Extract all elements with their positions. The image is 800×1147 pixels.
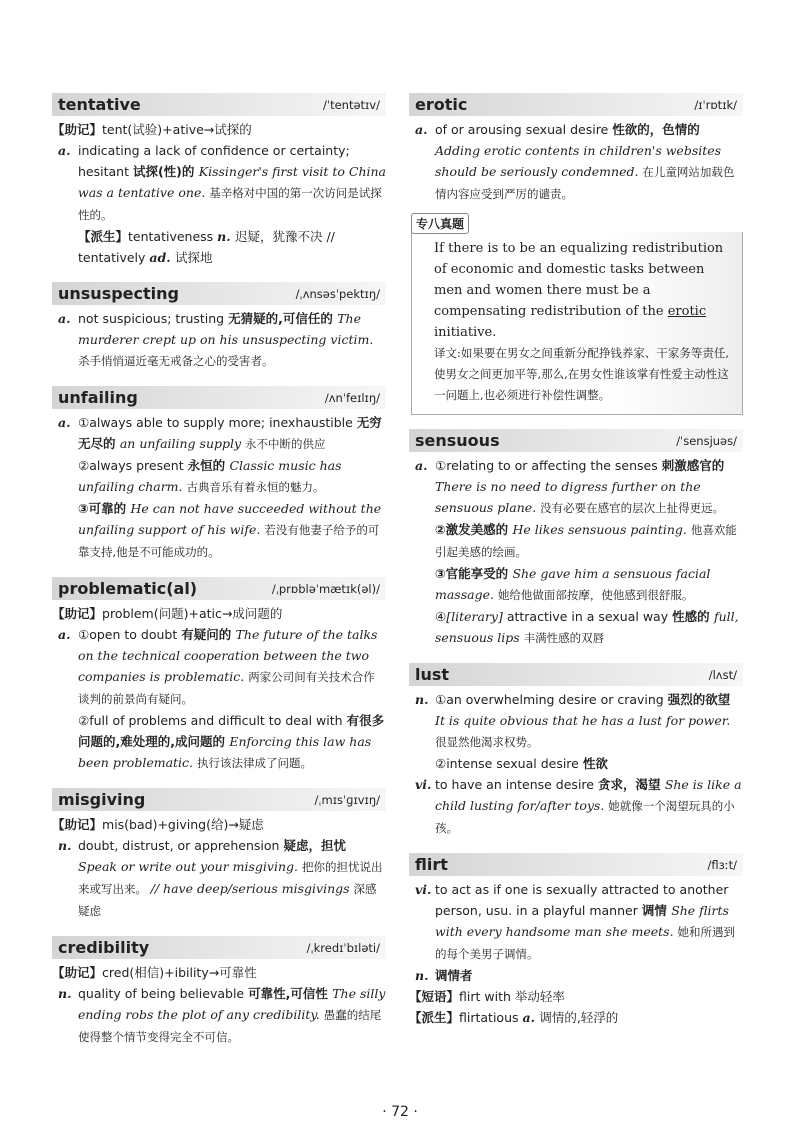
definition-text: to have an intense desire [435, 777, 598, 792]
exam-box [411, 213, 743, 415]
translation-text: 愚蠢的结尾使得整个情节变得完全不可信。 [78, 1008, 382, 1044]
definition-text: 试探地 [174, 250, 213, 265]
headword: tentative [58, 95, 141, 114]
headword: problematic(al) [58, 579, 198, 598]
definition-text: ①an overwhelming desire or craving [435, 692, 668, 707]
definition-text: attractive in a sexual way [502, 609, 673, 624]
section-tag: 【助记】 [52, 965, 103, 980]
section-tag: 【短语】 [409, 989, 460, 1004]
pronunciation: /ˌmɪsˈɡɪvɪŋ/ [314, 792, 380, 807]
definition-text: ②full of problems and difficult to deal with [78, 713, 347, 728]
headword: unfailing [58, 388, 138, 407]
definition-text: 刺激感官的 [661, 458, 725, 473]
part-of-speech: vi. [415, 777, 432, 792]
entry-line [52, 835, 386, 922]
entry-line [52, 226, 386, 268]
section-tag: 【助记】 [52, 122, 103, 137]
dictionary-entry [52, 93, 386, 268]
pronunciation: /ˈtentətɪv/ [323, 97, 380, 112]
dictionary-entry [409, 663, 743, 839]
dictionary-entry [52, 936, 386, 1048]
entry-line [409, 119, 743, 205]
translation-text: 执行该法律成了问题。 [197, 756, 312, 770]
part-of-speech: vi. [415, 882, 432, 897]
entry-line [52, 119, 386, 140]
translation-text: 杀手悄悄逼近毫无戒备之心的受害者。 [78, 354, 274, 368]
entry-line [52, 140, 386, 226]
headword-bar [409, 429, 743, 452]
left-column [52, 93, 386, 1062]
translation-text: 她给他做面部按摩，使他感到很舒服。 [497, 588, 694, 602]
headword: flirt [415, 855, 448, 874]
translation-text: 在儿童网站加载色情内容应受到严厉的谴责。 [435, 165, 735, 201]
part-of-speech: n. [415, 692, 429, 707]
headword: sensuous [415, 431, 500, 450]
headword-bar [52, 282, 386, 305]
translation-text: 她和所遇到的每个美男子调情。 [435, 925, 736, 961]
pronunciation: /ʌnˈfeɪlɪŋ/ [324, 390, 380, 405]
example-text: The murderer crept up on his unsuspecting victim. [78, 311, 374, 347]
definition-text: mis(bad)+giving(给)→疑虑 [102, 817, 264, 832]
entry-line [52, 412, 386, 455]
definition-text: [literary] [446, 609, 503, 624]
entry-line [52, 308, 386, 372]
example-text: She flirts with every handsome man she meets. [435, 903, 729, 939]
pronunciation: /flɜːt/ [707, 857, 737, 872]
definition-text: ②intense sexual desire [435, 756, 583, 771]
part-of-speech: a. [415, 122, 428, 137]
definition-text: 永恒的 [187, 458, 230, 473]
definition-text: 强烈的欲望 [667, 692, 731, 707]
translation-text: 深感疑虑 [78, 882, 377, 918]
definition-text: quality of being believable [78, 986, 249, 1001]
translation-text: 他喜欢能引起美感的绘画。 [435, 523, 737, 559]
definition-text: tentativeness [128, 229, 218, 244]
definition-text: a. [522, 1010, 540, 1025]
definition-text: 性感的 [672, 609, 714, 624]
translation-text: 永不中断的供应 [245, 437, 326, 451]
dictionary-entry [409, 429, 743, 649]
definition-text: flirtatious [459, 1010, 523, 1025]
headword: erotic [415, 95, 468, 114]
headword: credibility [58, 938, 150, 957]
definition-text: ②激发美感的 [435, 522, 513, 537]
example-text: an unfailing supply [119, 436, 246, 451]
dictionary-entry [52, 577, 386, 774]
example-text: Enforcing this law has been problematic. [78, 734, 372, 770]
translation-text: 若没有他妻子给予的可靠支持,他是不可能成功的。 [78, 523, 380, 559]
definition-text: of or arousing sexual desire [435, 122, 613, 137]
example-text: Classic music has unfailing charm. [78, 458, 342, 494]
headword-bar [52, 577, 386, 600]
pronunciation: /ɪˈrɒtɪk/ [694, 97, 737, 112]
example-text: It is quite obvious that he has a lust for power. [435, 713, 731, 728]
definition-text: 无猜疑的,可信任的 [228, 311, 338, 326]
definition-text: ④ [435, 609, 447, 624]
translation-text: 很显然他渴求权势。 [435, 735, 539, 749]
example-text: Adding erotic contents in children's websites should be seriously condemned. [435, 143, 722, 179]
definition-text: ①relating to or affecting the senses [435, 458, 662, 473]
example-text: Kissinger's first visit to China was a tentative one. [78, 164, 386, 200]
example-text: Speak or write out your misgiving. [78, 859, 302, 874]
definition-text: 调情的,轻浮的 [539, 1010, 619, 1025]
entry-line [52, 498, 386, 563]
dictionary-entry [52, 788, 386, 922]
dictionary-entry [409, 93, 743, 415]
pronunciation: /ˌkredɪˈbɪləti/ [306, 940, 380, 955]
section-tag: 【助记】 [52, 817, 103, 832]
part-of-speech: a. [58, 143, 71, 158]
definition-text: 调情者 [435, 968, 473, 983]
exam-label: 专八真题 [411, 213, 469, 234]
example-text: The future of the talks on the technical cooperation between the two companies is problematic. [78, 627, 378, 684]
definition-text: 性欲 [582, 756, 608, 771]
headword-bar [52, 386, 386, 409]
definition-text: If there is to be an equalizing redistribution of economic and domestic tasks between men and women there must be a compensating redistribution of the [434, 241, 724, 319]
section-tag: 【助记】 [52, 606, 103, 621]
entry-line [52, 962, 386, 983]
pronunciation: /ˌprɒbləˈmætɪk(əl)/ [271, 581, 380, 596]
example-text: She gave him a sensuous facial massage. [435, 566, 711, 602]
dictionary-entry [52, 282, 386, 372]
translation-text: 把你的担忧说出来或写出来。 [78, 860, 383, 896]
entry-line [409, 563, 743, 606]
definition-text: 疑虑，担忧 [283, 838, 346, 853]
headword: unsuspecting [58, 284, 179, 303]
example-text: He likes sensuous painting. [512, 522, 691, 537]
page-number: · 72 · [382, 1104, 418, 1120]
dictionary-entry [52, 386, 386, 563]
translation-text: 古典音乐有着永恒的魅力。 [186, 480, 325, 494]
entry-line [409, 774, 743, 839]
definition-text: ②always present [78, 458, 188, 473]
definition-text: n. [217, 229, 235, 244]
exam-sentence [434, 238, 734, 343]
definition-text: 无穷无尽的 [78, 415, 382, 451]
translation-text: 丰满性感的双唇 [523, 631, 605, 645]
part-of-speech: n. [58, 986, 72, 1001]
entry-line [409, 965, 743, 986]
definition-text: 可靠性,可信性 [248, 986, 333, 1001]
headword-bar [409, 663, 743, 686]
entry-line [52, 983, 386, 1048]
part-of-speech: a. [58, 627, 71, 642]
definition-text: 贪求，渴望 [597, 777, 665, 792]
example-text: She is like a child lusting for/after toys. [435, 777, 742, 813]
part-of-speech: a. [58, 311, 71, 326]
exam-translation: 译文:如果要在男女之间重新分配挣钱养家、干家务等责任,使男女之间更加平等,那么,在男女性谁该掌有性爱主动性这一问题上,也必须进行补偿性调整。 [434, 346, 730, 402]
example-text: He can not have succeeded without the unfailing support of his wife. [78, 501, 382, 537]
entry-line [409, 1007, 743, 1028]
entry-line [409, 689, 743, 753]
entry-line [52, 624, 386, 710]
pronunciation: /lʌst/ [708, 667, 737, 682]
definition-text: ad. [149, 250, 175, 265]
example-text: There is no need to digress further on the sensuous plane. [435, 479, 701, 515]
right-column [409, 93, 743, 1042]
headword-bar [52, 788, 386, 811]
entry-line [52, 455, 386, 498]
entry-line [409, 753, 743, 774]
example-text: The silly ending robs the plot of any credibility. [78, 986, 386, 1022]
exam-content [411, 232, 743, 415]
definition-text: 性欲的，色情的 [612, 122, 700, 137]
definition-text: 有很多问题的,难处理的,成问题的 [78, 713, 385, 749]
entry-line [409, 879, 743, 965]
part-of-speech: a. [415, 458, 428, 473]
definition-text: initiative. [434, 325, 497, 340]
definition-text: not suspicious; trusting [78, 311, 229, 326]
entry-line [409, 455, 743, 519]
section-tag: 【派生】 [78, 229, 129, 244]
definition-text: 试探(性)的 [132, 164, 199, 179]
definition-text: erotic [667, 304, 707, 319]
definition-text: flirt with 举动轻率 [459, 989, 565, 1004]
entry-line [409, 606, 743, 649]
entry-line [409, 519, 743, 563]
definition-text: cred(相信)+ibility→可靠性 [102, 965, 257, 980]
part-of-speech: a. [58, 415, 71, 430]
definition-text: doubt, distrust, or apprehension [78, 838, 284, 853]
definition-text: ③可靠的 [78, 501, 131, 516]
definition-text: tent(试验)+ative→试探的 [102, 122, 252, 137]
headword: misgiving [58, 790, 146, 809]
translation-text: 两家公司间有关技术合作谈判的前景尚有疑问。 [78, 670, 375, 706]
headword: lust [415, 665, 450, 684]
definition-text: ①always able to supply more; inexhaustible [78, 415, 357, 430]
definition-text: 调情 [641, 903, 672, 918]
headword-bar [409, 93, 743, 116]
headword-bar [409, 853, 743, 876]
entry-line [52, 814, 386, 835]
dictionary-entry [409, 853, 743, 1028]
section-tag: 【派生】 [409, 1010, 460, 1025]
example-text: // have deep/serious misgivings [150, 881, 354, 896]
entry-line [409, 986, 743, 1007]
translation-text: 她就像一个渴望玩具的小孩。 [435, 799, 735, 835]
definition-text: 有疑问的 [181, 627, 236, 642]
entry-line [52, 710, 386, 774]
entry-line [52, 603, 386, 624]
translation-text: 基辛格对中国的第一次访问是试探性的。 [78, 186, 382, 222]
definition-text: 迟疑，犹豫不决 // tentatively [78, 229, 335, 265]
translation-text: 没有必要在感官的层次上扯得更远。 [540, 501, 725, 515]
part-of-speech: n. [415, 968, 429, 983]
definition-text: ③官能享受的 [435, 566, 513, 581]
definition-text: ①open to doubt [78, 627, 182, 642]
part-of-speech: n. [58, 838, 72, 853]
headword-bar [52, 936, 386, 959]
definition-text: indicating a lack of confidence or certainty; hesitant [78, 143, 350, 179]
definition-text: problem(问题)+atic→成问题的 [102, 606, 283, 621]
definition-text: to act as if one is sexually attracted to another person, usu. in a playful manner [435, 882, 729, 918]
headword-bar [52, 93, 386, 116]
pronunciation: /ˌʌnsəsˈpektɪŋ/ [295, 286, 380, 301]
example-text: full, sensuous lips [435, 609, 739, 645]
pronunciation: /ˈsensjuəs/ [676, 433, 737, 448]
